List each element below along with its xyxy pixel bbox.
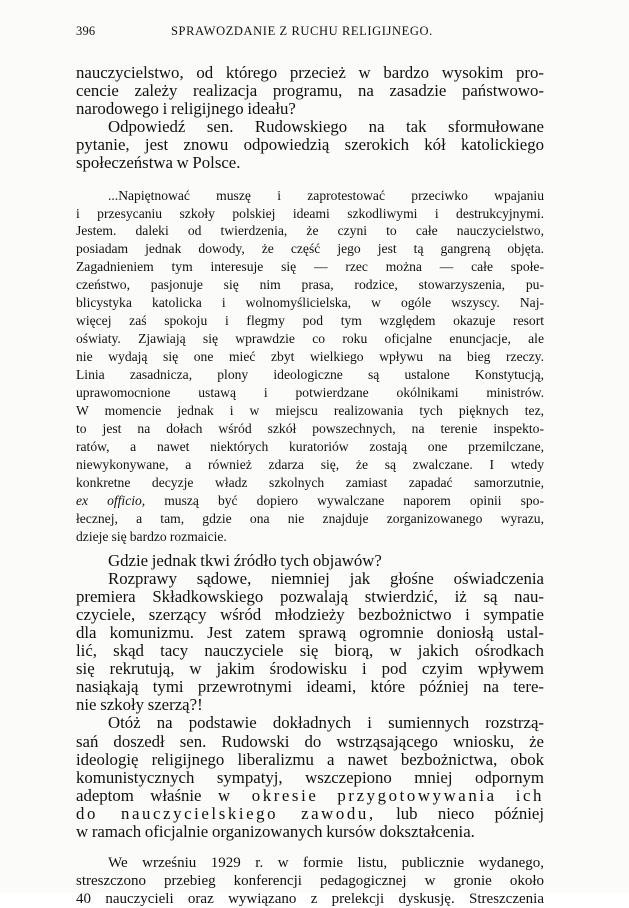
page-number: 396 [76,24,96,38]
text-line: łecznej, a tam, gdzie ona nie znajduje zorganizowanego wyrazu, [76,510,544,526]
text-line: to jest na dołach wśród szkół powszechnych, na terenie inspekto- [76,420,544,436]
text-line: nasiąkają tymi przewrotnymi ideami, które później na tere- [76,677,544,697]
paragraph-6 [76,855,544,908]
running-header [76,24,548,40]
text-line: Gdzie jednak tkwi źródło tych objawów? [108,550,382,570]
text-line: dzieje się bardzo rozmaicie. [76,528,227,544]
text-line: niewykonywane, a również zdarza się, że są zwalczane. I wtedy [76,456,544,472]
paragraph-1 [76,64,544,118]
text-line: Zagadnieniem tym interesuje się — rzec można — całe społe- [76,259,544,275]
text-line: pytanie, jest znowu odpowiedzią szerokich kół katolickiego [76,135,544,155]
text-fragment: muszą być dopiero wywalczane naporem opinii spo- [164,492,544,508]
paragraph-4 [76,570,544,715]
text-line: więcej zaś spokoju i flegmy pod tym względem okazuje resort [76,313,544,329]
text-fragment: adeptom właśnie [76,785,202,805]
text-line: posiadam jednak dowody, że część jego jest tą gangreną objęta. [76,241,544,257]
text-line: We wrześniu 1929 r. w formie listu, publicznie wydanego, [108,855,544,872]
text-line: Rozprawy sądowe, niemniej jak głośne oświadczenia [108,568,544,588]
text-line: Jestem. daleki od twierdzenia, że czyni to całe nauczycielstwo, [76,223,544,239]
text-line: ratów, a nawet niektórych kuratoriów zostają one przemilczane, [76,438,544,454]
text-line: Odpowiedź sen. Rudowskiego na tak sformułowane [108,117,544,137]
text-line [76,787,544,805]
text-line: czyciele, szerzący wśród młodzieży bezbożnictwo i sympatie [76,604,544,624]
text-line: nie szkoły szerzą?! [76,695,203,715]
text-line: ideologię religijnego liberalizmu a nawet bezbożnictwa, obok [76,749,544,769]
text-line: i przesycaniu szkoły polskiej ideami szkodliwymi i destrukcyjnymi. [76,205,544,221]
text-line: oświaty. Zjawiają się wprawdzie co roku oficjalne enuncjacje, ale [76,331,544,347]
text-line: uprawomocnione ustawą i potwierdzane okólnikami ministrów. [76,385,544,401]
latin-phrase: ex officio, [76,492,146,508]
text-line: nauczycielstwo, od którego przecież w bardzo wysokim pro- [76,63,544,82]
text-line [76,492,544,510]
text-line: ...Napiętnować muszę i zaprotestować przeciwko wpajaniu [108,187,544,203]
text-line: sań doszedł sen. Rudowski do wstrząsającego wniosku, że [76,731,544,751]
text-line: blicystyka katolicka i wolnomyślicielska, w ogóle wszyscy. Naj- [76,295,544,311]
text-line: społeczeństwa w Polsce. [76,153,241,173]
emphasized-text: w okresie przygotowywania ich [217,785,544,805]
text-line: 40 nauczycieli oraz wywiązano z prelekcji dyskusję. Streszczenia [76,890,544,907]
paragraph-3 [76,552,544,570]
quoted-speech [76,187,544,546]
text-line: Linia zasadnicza, plony ideologiczne są ustalone Konstytucją, [76,367,544,383]
text-line: nie wydają się one mieć zbyt wielkiego wpływu na bieg rzeczy. [76,349,544,365]
text-line: dla komunizmu. Jest zatem sprawą ogromnie doniosłą ustal- [76,623,544,642]
text-line: czeństwo, pasjonuje się nim prasa, rodzice, stowarzyszenia, pu- [76,277,544,293]
text-line: W momencie jednak i w miejscu realizowania tych pięknych tez, [76,403,544,418]
text-line [76,805,544,823]
text-line: streszczono przebieg konferencji pedagogicznej w gronie około [76,872,544,889]
paragraph-5 [76,714,544,841]
text-line: konkretne decyzje władz szkolnych zamiast zapadać samorzutnie, [76,474,544,490]
running-title: SPRAWOZDANIE Z RUCHU RELIGIJNEGO. [171,24,433,38]
text-line: lić, skąd tacy nauczyciele się biorą, w jakich ośrodkach [76,641,544,661]
text-line: komunistycznych sympatyj, wszczepiono mniej odpornym [76,767,544,787]
emphasized-text: do nauczycielskiego zawodu, [76,803,376,823]
text-line: w ramach oficjalnie organizowanych kursów dokształcenia. [76,822,475,842]
paragraph-2 [76,118,544,172]
text-line: się rekrutują, w jakim środowisku i pod czyim wpływem [76,659,544,679]
text-fragment: lub nieco później [396,803,544,823]
text-line: cencie zależy realizacja programu, na zasadzie państwowo- [76,81,544,101]
body-text [76,64,544,908]
text-line: premiera Składkowskiego pozwalają stwierdzić, iż są nau- [76,586,544,606]
text-line: narodowego i religijnego ideału? [76,99,296,119]
text-line: Otóż na podstawie dokładnych i sumiennych rozstrzą- [108,713,544,733]
